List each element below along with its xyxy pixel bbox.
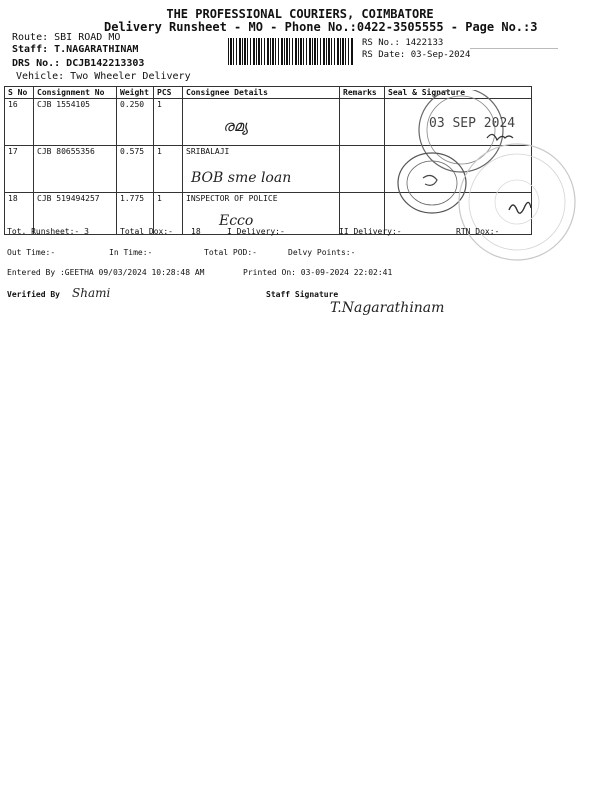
col-sno: S No [5,87,34,99]
staff-label: Staff: T.NAGARATHINAM [12,44,139,55]
total-pod: Total POD:- [204,248,257,257]
consignee-handwriting: Ecco [219,213,254,229]
col-consignment: Consignment No [34,87,117,99]
row-weight: 0.250 [117,99,154,146]
row-weight: 1.775 [117,193,154,235]
vehicle-label: Vehicle: Two Wheeler Delivery [16,71,191,82]
row-consignee [183,99,340,146]
staff-signature-label: Staff Signature [266,290,339,299]
drs-number: DRS No.: DCJB142213303 [12,58,145,69]
total-dox-value: 18 [191,227,201,236]
i-delivery: I Delivery:- [227,227,285,236]
col-seal-signature: Seal & Signature [385,87,532,99]
row-consignee: INSPECTOR OF POLICE Ecco [183,193,340,235]
pen-mark [470,48,558,49]
row-sno: 16 [5,99,34,146]
row-pcs: 1 [154,193,183,235]
consignee-handwriting: BOB sme loan [191,170,292,186]
total-dox-label: Total Dox:- [120,227,173,236]
delvy-points: Delvy Points:- [288,248,356,257]
route-label: Route: SBI ROAD MO [12,32,121,43]
signature-scribble-icon [487,134,513,140]
row-consignment: CJB 1554105 [34,99,117,146]
col-consignee: Consignee Details [183,87,340,99]
printed-on: Printed On: 03-09-2024 22:02:41 [243,268,393,277]
signature-scribble-icon [509,202,531,213]
row-sno: 17 [5,146,34,193]
rs-date: RS Date: 03-Sep-2024 [362,50,471,60]
in-time: In Time:- [109,248,153,257]
runsheet-subtitle: Delivery Runsheet - MO - Phone No.:0422-3505555 - Page No.:3 [104,20,538,34]
consignee-handwriting: രമ്യ [223,117,249,135]
rtn-dox: RTN Dox:- [456,227,500,236]
row-pcs: 1 [154,99,183,146]
ii-delivery: II Delivery:- [339,227,402,236]
row-weight: 0.575 [117,146,154,193]
col-pcs: PCS [154,87,183,99]
police-seal-icon [459,144,575,260]
row-sno: 18 [5,193,34,235]
verified-by-label: Verified By [7,290,60,299]
entered-by: Entered By :GEETHA 09/03/2024 10:28:48 AM [7,268,205,277]
col-weight: Weight [117,87,154,99]
row-consignee: SRIBALAJI BOB sme loan [183,146,340,193]
round-seal-icon [419,90,503,172]
row-pcs: 1 [154,146,183,193]
row-consignment: CJB 519494257 [34,193,117,235]
row-remarks [340,146,385,193]
date-stamp-text: 03 SEP 2024 [429,116,516,131]
tot-runsheet: Tot. Runsheet:- 3 [7,227,89,236]
staff-signature: T.Nagarathinam [330,300,445,316]
barcode [228,38,353,65]
company-title: THE PROFESSIONAL COURIERS, COIMBATORE [166,7,434,21]
row-consignment: CJB 80655356 [34,146,117,193]
row-remarks [340,99,385,146]
rs-number: RS No.: 1422133 [362,38,444,48]
out-time: Out Time:- [7,248,56,257]
col-remarks: Remarks [340,87,385,99]
seal-stamps [385,90,585,280]
bank-seal-icon [398,153,466,213]
verified-signature: Shami [72,286,111,300]
